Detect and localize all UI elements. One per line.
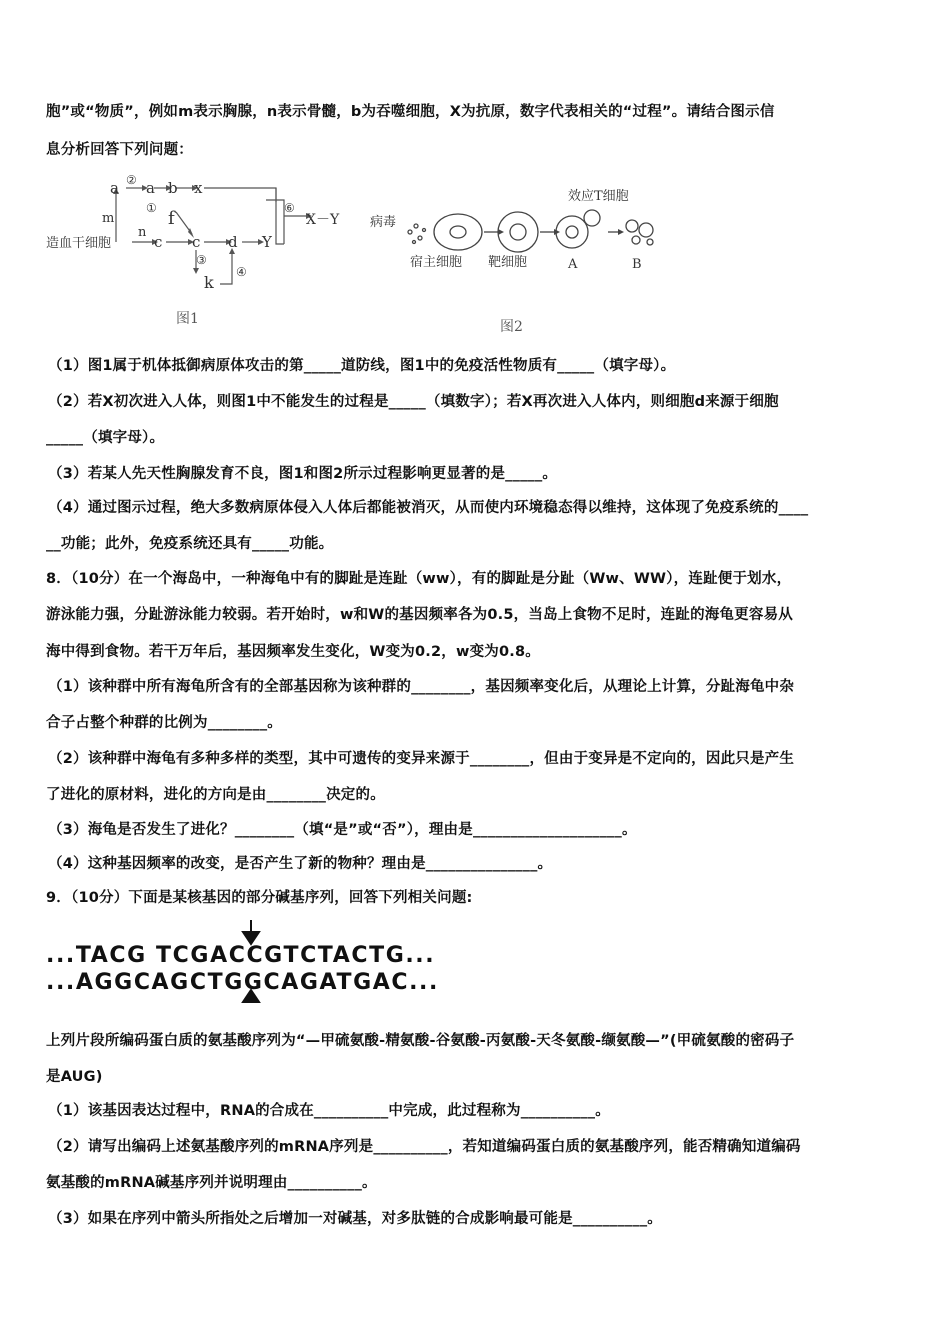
fig1-label-source: 造血干细胞 <box>46 236 112 251</box>
fig1-label-n: n <box>138 225 147 240</box>
fig1-label-x: x <box>194 179 203 197</box>
intro-line-1: 胞”或“物质”，例如m表示胸腺，n表示骨髓，b为吞噬细胞，X为抗原，数字代表相关的“过程”。请结合图示信 <box>46 104 775 120</box>
q8-part-3: （3）海龟是否发生了进化？________（填“是”或“否”），理由是____________________。 <box>48 822 637 838</box>
q8-part-2-line-1: （2）该种群中海龟有多种多样的类型，其中可遗传的变异来源于________，但由于变异是不定向的，因此只是产生 <box>48 751 795 767</box>
figure-1-caption: 图1 <box>176 311 199 327</box>
intro-line-2: 息分析回答下列问题： <box>46 142 193 158</box>
figure-2-diagram <box>370 182 670 278</box>
fig1-label-c2: c <box>192 233 201 251</box>
fig2-label-effector: 效应T细胞 <box>568 189 629 204</box>
fig1-label-c: c <box>154 233 163 251</box>
fig1-label-b: b <box>168 179 178 197</box>
q7-part-4-line-1: （4）通过图示过程，绝大多数病原体侵入人体后都能被消灭，从而使内环境稳态得以维持，这体现了免疫系统的____ <box>48 500 809 516</box>
dna-sequence-bottom: ...AGGCAGCTGGCAGATGAC... <box>46 970 439 995</box>
fig1-label-xy: X－Y <box>306 212 340 228</box>
q8-stem-line-2: 游泳能力强，分趾游泳能力较弱。若开始时，w和W的基因频率各为0.5，当岛上食物不足时，连趾的海龟更容易从 <box>46 607 793 623</box>
fig1-label-circle4: ④ <box>236 265 247 279</box>
fig1-label-f: f <box>168 208 175 229</box>
q8-part-1-line-2: 合子占整个种群的比例为________。 <box>46 715 282 731</box>
q7-part-1: （1）图1属于机体抵御病原体攻击的第_____道防线，图1中的免疫活性物质有_____（填字母）。 <box>48 358 676 374</box>
fig1-label-d: d <box>228 233 238 251</box>
q9-stem: 9．（10分）下面是某核基因的部分碱基序列，回答下列相关问题: <box>46 890 473 906</box>
fig2-label-B: B <box>632 257 642 272</box>
fig1-label-a2: a <box>146 179 155 197</box>
fig1-label-circle2: ② <box>126 173 137 187</box>
q9-part-1: （1）该基因表达过程中，RNA的合成在__________中完成，此过程称为__________。 <box>48 1103 610 1119</box>
q9-part-3: （3）如果在序列中箭头所指处之后增加一对碱基，对多肽链的合成影响最可能是__________。 <box>48 1211 662 1227</box>
fig1-label-a: a <box>110 179 119 197</box>
fig2-label-host: 宿主细胞 <box>410 255 463 270</box>
fig1-label-circle1: ① <box>146 201 157 215</box>
q8-part-1-line-1: （1）该种群中所有海龟所含有的全部基因称为该种群的________，基因频率变化后，从理论上计算，分趾海龟中杂 <box>48 679 795 695</box>
fig2-label-A: A <box>568 257 578 272</box>
fig1-label-Y: Y <box>262 233 272 251</box>
figure-2-caption: 图2 <box>500 319 523 335</box>
fig1-label-m: m <box>102 211 115 226</box>
q8-stem-line-1: 8．（10分）在一个海岛中，一种海龟中有的脚趾是连趾（ww），有的脚趾是分趾（Ww、WW），连趾便于划水， <box>46 571 792 587</box>
q9-desc-line-1: 上列片段所编码蛋白质的氨基酸序列为“—甲硫氨酸-精氨酸-谷氨酸-丙氨酸-天冬氨酸-缬氨酸—”(甲硫氨酸的密码子 <box>46 1033 795 1049</box>
q9-desc-line-2: 是AUG) <box>46 1069 103 1085</box>
fig2-label-target: 靶细胞 <box>488 255 528 270</box>
dna-sequence-top: ...TACG TCGACCGTCTACTG... <box>46 943 436 968</box>
q9-part-2-line-1: （2）请写出编码上述氨基酸序列的mRNA序列是__________，若知道编码蛋白质的氨基酸序列，能否精确知道编码 <box>48 1139 801 1155</box>
q7-part-4-line-2: __功能；此外，免疫系统还具有_____功能。 <box>46 536 334 552</box>
q8-part-4: （4）这种基因频率的改变，是否产生了新的物种？理由是_______________。 <box>48 856 553 872</box>
q7-part-2-line-2: _____（填字母）。 <box>46 430 165 446</box>
q7-part-2-line-1: （2）若X初次进入人体，则图1中不能发生的过程是_____（填数字）；若X再次进入人体内，则细胞d来源于细胞 <box>48 394 779 410</box>
q7-part-3: （3）若某人先天性胸腺发育不良，图1和图2所示过程影响更显著的是_____。 <box>48 466 558 482</box>
q9-part-2-line-2: 氨基酸的mRNA碱基序列并说明理由__________。 <box>46 1175 377 1191</box>
q8-part-2-line-2: 了进化的原材料，进化的方向是由________决定的。 <box>46 787 385 803</box>
fig1-label-circle6: ⑥ <box>284 201 295 215</box>
fig2-label-virus: 病毒 <box>370 215 397 230</box>
fig1-label-circle3: ③ <box>196 253 207 267</box>
figure-1-diagram <box>44 172 344 292</box>
q8-stem-line-3: 海中得到食物。若干万年后，基因频率发生变化，W变为0.2，w变为0.8。 <box>46 644 540 660</box>
fig1-label-k: k <box>204 273 214 292</box>
